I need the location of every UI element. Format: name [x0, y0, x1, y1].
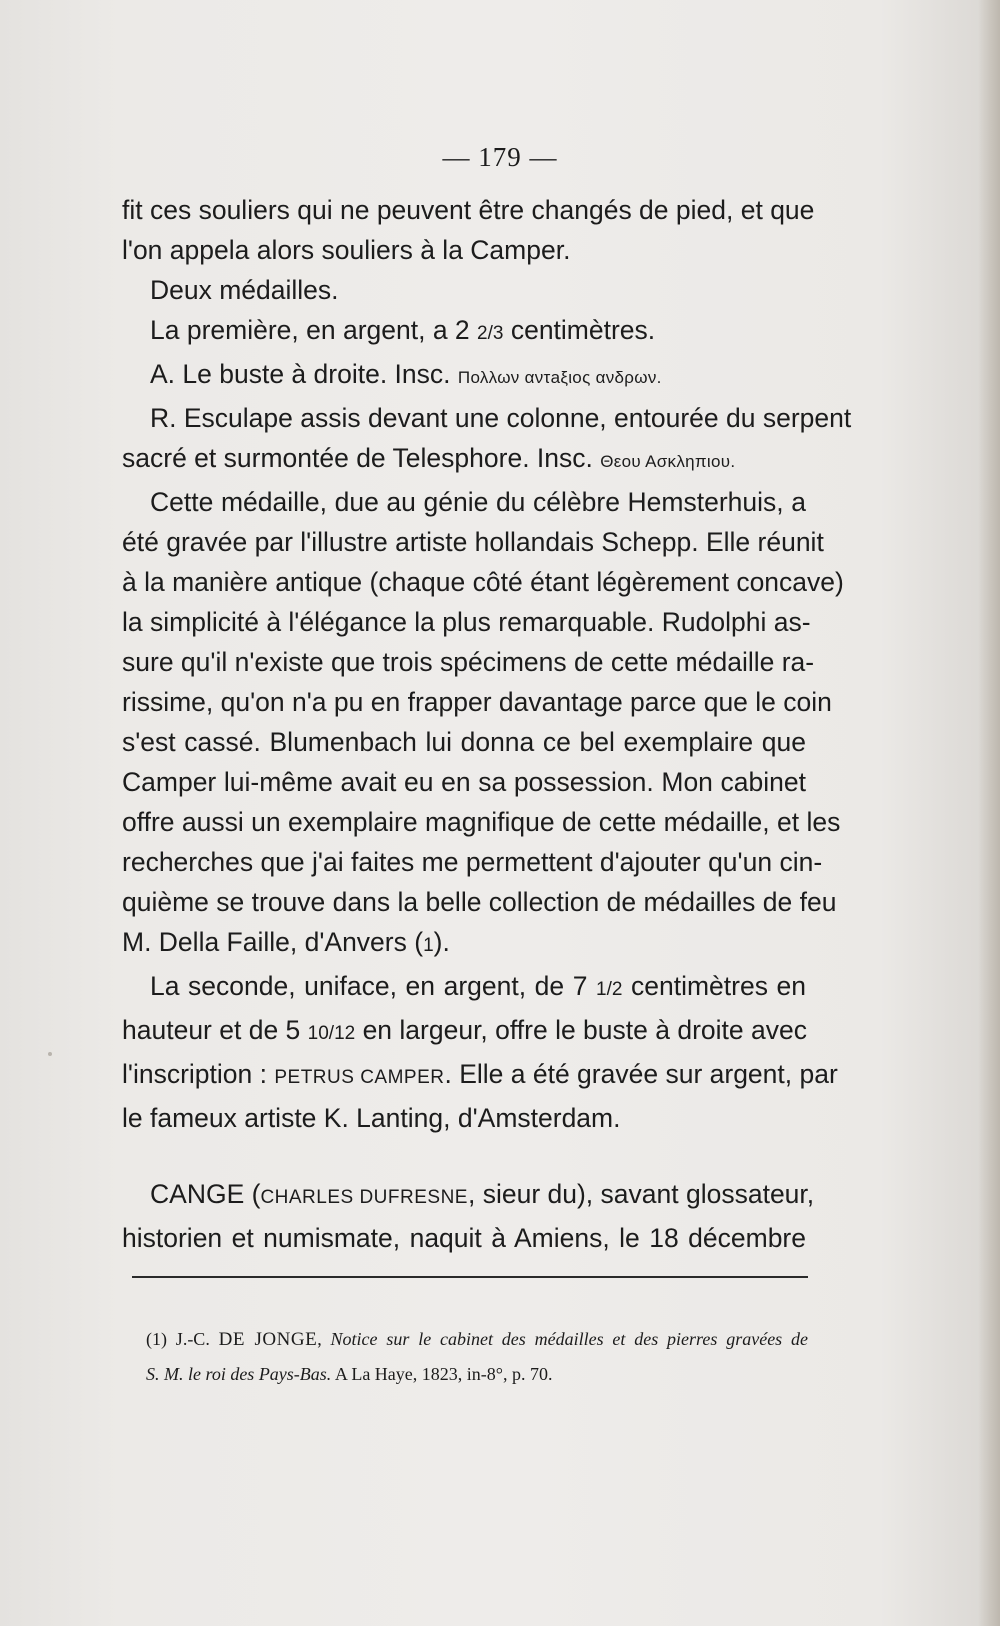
- text-line: [122, 682, 832, 722]
- footnote-line-2: S. M. le roi des Pays-Bas. A La Haye, 1823, in-8°, p. 70.: [146, 1364, 553, 1384]
- text-segment: s'est cassé. Blumenbach lui donna ce bel exemplaire que: [122, 727, 806, 757]
- text-segment: centimètres en: [622, 971, 806, 1001]
- page-edge-shadow: [978, 0, 1000, 1626]
- text-line: [122, 966, 806, 1010]
- text-line: [122, 562, 844, 602]
- text-segment: à la manière antique (chaque côté étant légèrement concave): [122, 567, 844, 597]
- text-segment: Cette médaille, due au génie du célèbre Hemsterhuis, a: [150, 487, 806, 517]
- text-line: [122, 190, 815, 230]
- text-line: [122, 270, 806, 310]
- footnote-line-1: (1) J.-C. DE JONGE, Notice sur le cabinet des médailles et des pierres gravées de: [146, 1329, 808, 1350]
- text-segment: M. Della Faille, d'Anvers (: [122, 927, 424, 957]
- page-number: — 179 —: [442, 142, 558, 172]
- text-line: [122, 842, 823, 882]
- text-segment: Deux médailles.: [150, 275, 339, 305]
- text-segment: R. Esculape assis devant une colonne, entourée du serpent: [150, 403, 852, 433]
- frac-segment: 1/2: [596, 979, 623, 1000]
- text-line: [122, 1054, 838, 1098]
- text-segment: rissime, qu'on n'a pu en frapper davantage parce que le coin: [122, 687, 832, 717]
- frac-segment: 2/3: [477, 323, 504, 344]
- text-segment: historien et numismate, naquit à Amiens, le 18 décembre: [122, 1223, 806, 1253]
- text-segment: CANGE (: [150, 1179, 261, 1209]
- text-segment: . Elle a été gravée sur argent, par: [444, 1059, 838, 1089]
- text-segment: La seconde, uniface, en argent, de 7: [150, 971, 596, 1001]
- text-line: [122, 602, 811, 642]
- text-line: [122, 1174, 815, 1218]
- text-line: [122, 922, 806, 966]
- greek-segment: Θεου Ασκληπιου.: [600, 452, 736, 471]
- text-line: [122, 522, 824, 562]
- text-segment: l'inscription :: [122, 1059, 275, 1089]
- text-segment: en largeur, offre le buste à droite avec: [355, 1015, 807, 1045]
- text-segment: le fameux artiste K. Lanting, d'Amsterdam.: [122, 1103, 621, 1133]
- footnote-rule: [132, 1276, 808, 1278]
- sc-segment: CHARLES DUFRESNE: [260, 1187, 468, 1208]
- text-segment: recherches que j'ai faites me permettent d'ajouter qu'un cin-: [122, 847, 823, 877]
- frac-segment: 10/12: [307, 1023, 356, 1044]
- text-segment: La première, en argent, a 2: [150, 315, 478, 345]
- text-segment: Camper lui-même avait eu en sa possession. Mon cabinet: [122, 767, 806, 797]
- text-segment: ).: [433, 927, 450, 957]
- text-line: [122, 1218, 806, 1258]
- text-segment: fit ces souliers qui ne peuvent être changés de pied, et que: [122, 195, 815, 225]
- paragraph-gap: [122, 1138, 806, 1174]
- text-line: [122, 1010, 806, 1054]
- text-line: [122, 642, 815, 682]
- body-text: [122, 190, 852, 1258]
- text-segment: sure qu'il n'existe que trois spécimens de cette médaille ra-: [122, 647, 815, 677]
- text-segment: l'on appela alors souliers à la Camper.: [122, 235, 571, 265]
- footnote: [146, 1322, 808, 1391]
- text-segment: hauteur et de 5: [122, 1015, 308, 1045]
- text-line: [122, 1098, 806, 1138]
- text-segment: sacré et surmontée de Telesphore. Insc.: [122, 443, 601, 473]
- text-segment: la simplicité à l'élégance la plus remarquable. Rudolphi as-: [122, 607, 811, 637]
- text-segment: , sieur du), savant glossateur,: [467, 1179, 815, 1209]
- text-line: [122, 310, 806, 354]
- text-segment: A. Le buste à droite. Insc.: [150, 359, 458, 389]
- text-line: [122, 230, 806, 270]
- text-line: [122, 762, 806, 802]
- text-line: [122, 354, 806, 398]
- text-line: [122, 438, 806, 482]
- text-line: [122, 398, 852, 438]
- greek-segment: Πολλων αντaξιος ανδρων.: [457, 368, 662, 387]
- frac-segment: 1: [423, 935, 434, 956]
- text-segment: offre aussi un exemplaire magnifique de cette médaille, et les: [122, 807, 841, 837]
- text-segment: centimètres.: [503, 315, 656, 345]
- text-segment: quième se trouve dans la belle collection de médailles de feu: [122, 887, 837, 917]
- text-line: [122, 722, 806, 762]
- sc-segment: PETRUS CAMPER: [274, 1067, 445, 1088]
- text-line: [122, 882, 837, 922]
- text-line: [122, 482, 806, 522]
- text-line: [122, 802, 841, 842]
- margin-speck: [48, 1052, 52, 1056]
- text-segment: été gravée par l'illustre artiste hollandais Schepp. Elle réunit: [122, 527, 824, 557]
